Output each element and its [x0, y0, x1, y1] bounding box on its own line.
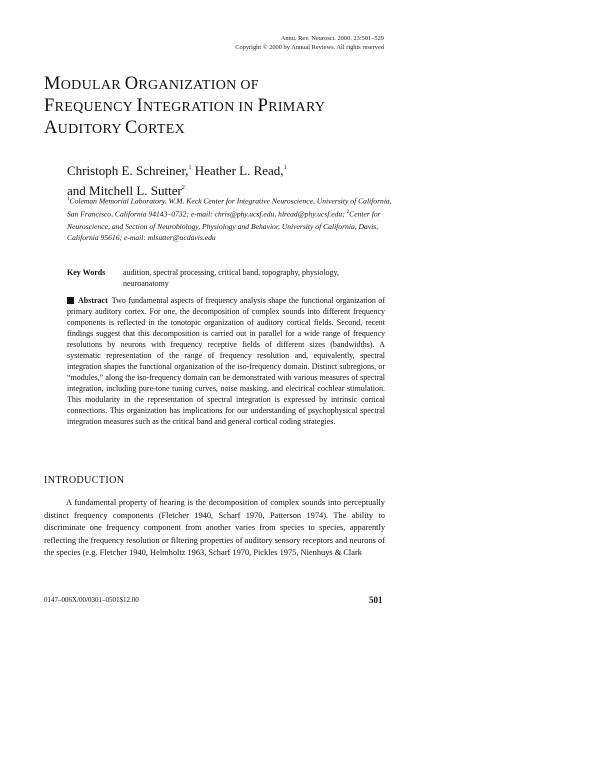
title-line-2: FREQUENCY INTEGRATION IN PRIMARY — [44, 96, 326, 116]
footer-code: 0147–006X/00/0301–0501$12.00 — [44, 596, 139, 604]
affiliations: $^1$Coleman Memorial Laboratory, W.M. Keck Center for Integrative Neuroscience, University of California, San Francisco, California 94143–0732; e-mail: chris@phy.ucsf.edu, hlread@phy.ucsf.edu; $^2$Center for Neuroscience, and Section of Neurobiology, Physiology and Behavior, University of California, Davis, California 95616; e-mail: mlsutter@ucdavis.edu — [67, 196, 392, 243]
author-3: and Mitchell L. Sutter — [67, 182, 182, 198]
author-2: Heather L. Read, — [191, 163, 284, 178]
introduction-paragraph: A fundamental property of hearing is the decomposition of complex sounds into perceptually distinct frequency components (Fletcher 1940, Scharf 1970, Patterson 1974). The ability to discriminate one frequency component from another varies from species to species, apparently reflecting the frequency resolution or filtering properties of auditory sensory receptors and neurons of the species (e.g. Fletcher 1940, Helmholtz 1963, Scharf 1970, Pickles 1975, Nienhuys & Clark — [44, 498, 385, 558]
author-1: Christoph E. Schreiner, — [67, 163, 189, 178]
author-list: Christoph E. Schreiner,$^1$ Heather L. Read,$^1$ and Mitchell L. Sutter$^2$ — [67, 163, 287, 198]
section-heading-introduction: INTRODUCTION — [44, 475, 125, 486]
paper-title — [44, 74, 404, 140]
page-number: 501 — [369, 595, 383, 605]
journal-copyright: Copyright © 2000 by Annual Reviews. All rights reserved — [235, 44, 384, 51]
journal-header — [235, 34, 384, 52]
title-line-1: MODULAR ORGANIZATION OF — [44, 74, 259, 94]
square-bullet-icon — [67, 297, 74, 304]
journal-citation: Annu. Rev. Neurosci. 2000. 23:501–529 — [280, 35, 384, 42]
keywords-value: audition, spectral processing, critical band, topography, physiology, neuroanatomy — [123, 268, 340, 288]
keywords-label: Key Words — [67, 268, 106, 277]
abstract — [67, 295, 385, 427]
abstract-text: Two fundamental aspects of frequency analysis shape the functional organization of primary auditory cortex. For one, the decomposition of complex sounds into different frequency components is reflected in the tonotopic organization of auditory cortical fields. Second, recent findings suggest that this decomposition is carried out in parallel for a wide range of frequency resolutions by neurons with frequency receptive fields of different sizes (bandwidths). A systematic representation of the range of frequency resolution and, equivalently, spectral integration shapes the functional organization of the iso-frequency domain. Distinct subregions, or “modules,” along the iso-frequency domain can be demonstrated with various measures of spectral integration, including pure-tone tuning curves, noise masking, and electrical cochlear stimulation. This modularity in the representation of spectral integration is expressed by intrinsic cortical connections. This organization has implications for our understanding of psychophysical spectral integration measures such as the critical band and general cortical coding strategies. — [67, 296, 385, 426]
abstract-label: Abstract — [78, 296, 108, 305]
title-line-3: AUDITORY CORTEX — [44, 118, 185, 138]
